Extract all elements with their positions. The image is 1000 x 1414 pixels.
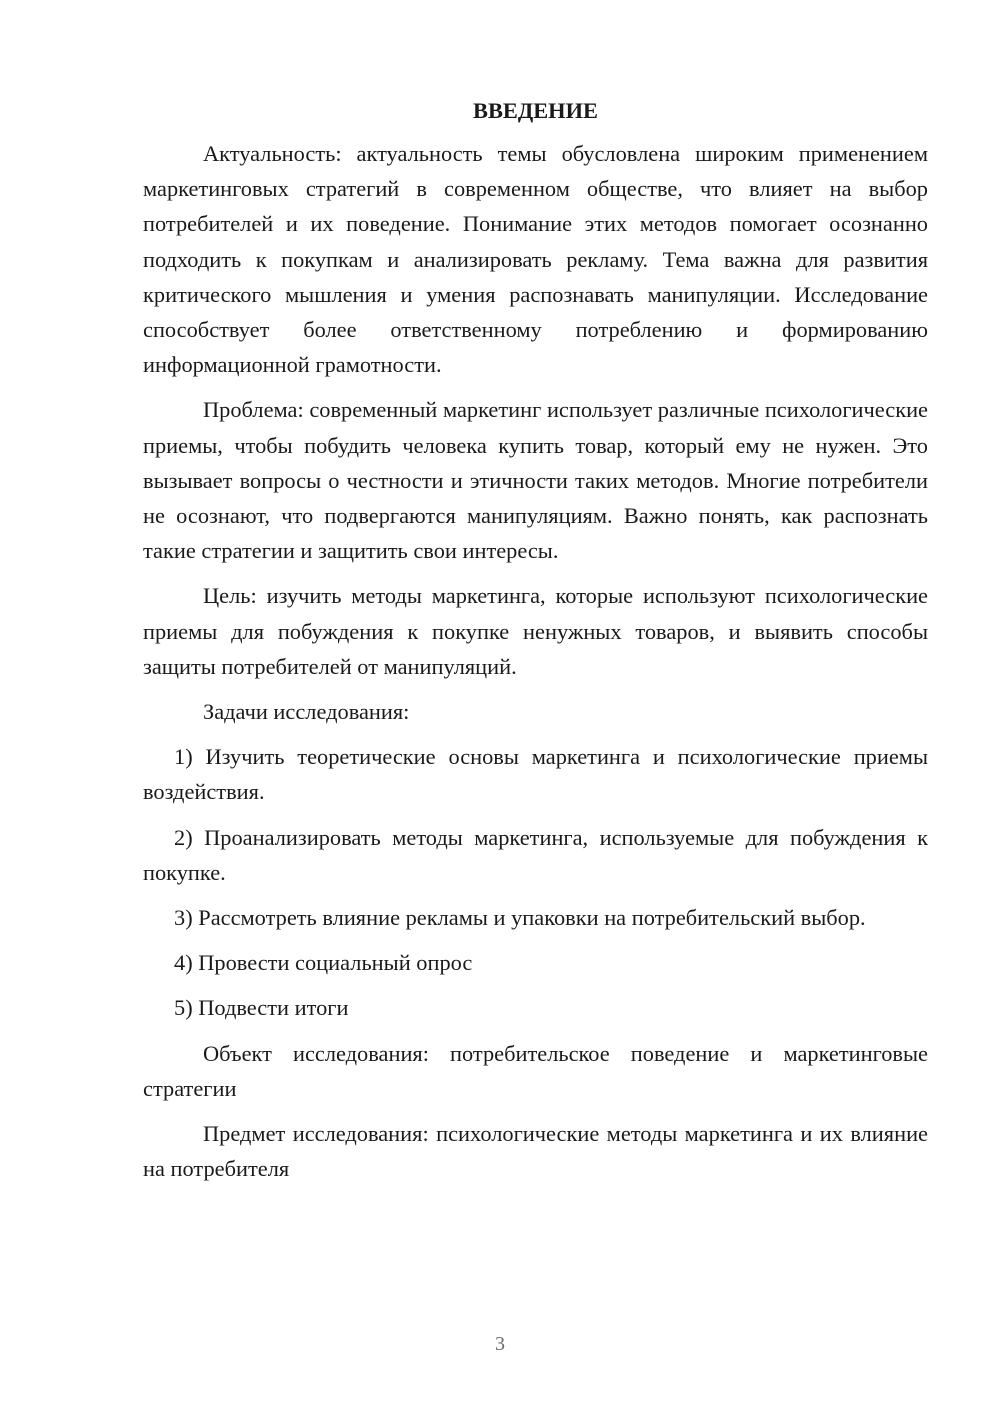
relevance-paragraph: Актуальность: актуальность темы обусловлена широким применением маркетинговых стратегий в современном обществе, что влияет на выбор потребителей и их поведение. Понимание этих методов помогает осознанно подходить к покупкам и анализировать рекламу. Тема важна для развития критического мышления и умения распознавать манипуляции. Исследование способствует более ответственному потреблению и формированию информационной грамотности.: [143, 141, 928, 378]
section-title: ВВЕДЕНИЕ: [473, 98, 598, 123]
research-object-paragraph: Объект исследования: потребительское поведение и маркетинговые стратегии: [143, 1040, 928, 1101]
task-item-5: 5) Подвести итоги: [174, 995, 349, 1021]
problem-paragraph: Проблема: современный маркетинг использует различные психологические приемы, чтобы побудить человека купить товар, который ему не нужен. Это вызывает вопросы о честности и этичности таких методов. Многие потребители не осознают, что подвергаются манипуляциям. Важно понять, как распознать такие стратегии и защитить свои интересы.: [143, 397, 928, 564]
task-item-3: 3) Рассмотреть влияние рекламы и упаковки на потребительский выбор.: [174, 905, 866, 931]
document-page: [143, 92, 928, 1196]
page-number: 3: [495, 1333, 505, 1355]
goal-paragraph: Цель: изучить методы маркетинга, которые используют психологические приемы для побуждения к покупке ненужных товаров, и выявить способы защиты потребителей от манипуляций.: [143, 583, 928, 679]
task-item-1: 1) Изучить теоретические основы маркетинга и психологические приемы воздействия.: [143, 744, 928, 805]
tasks-heading: Задачи исследования:: [203, 699, 410, 725]
task-item-4: 4) Провести социальный опрос: [174, 950, 473, 976]
task-item-2: 2) Проанализировать методы маркетинга, используемые для побуждения к покупке.: [143, 824, 928, 885]
research-subject-paragraph: Предмет исследования: психологические методы маркетинга и их влияние на потребителя: [143, 1121, 928, 1182]
